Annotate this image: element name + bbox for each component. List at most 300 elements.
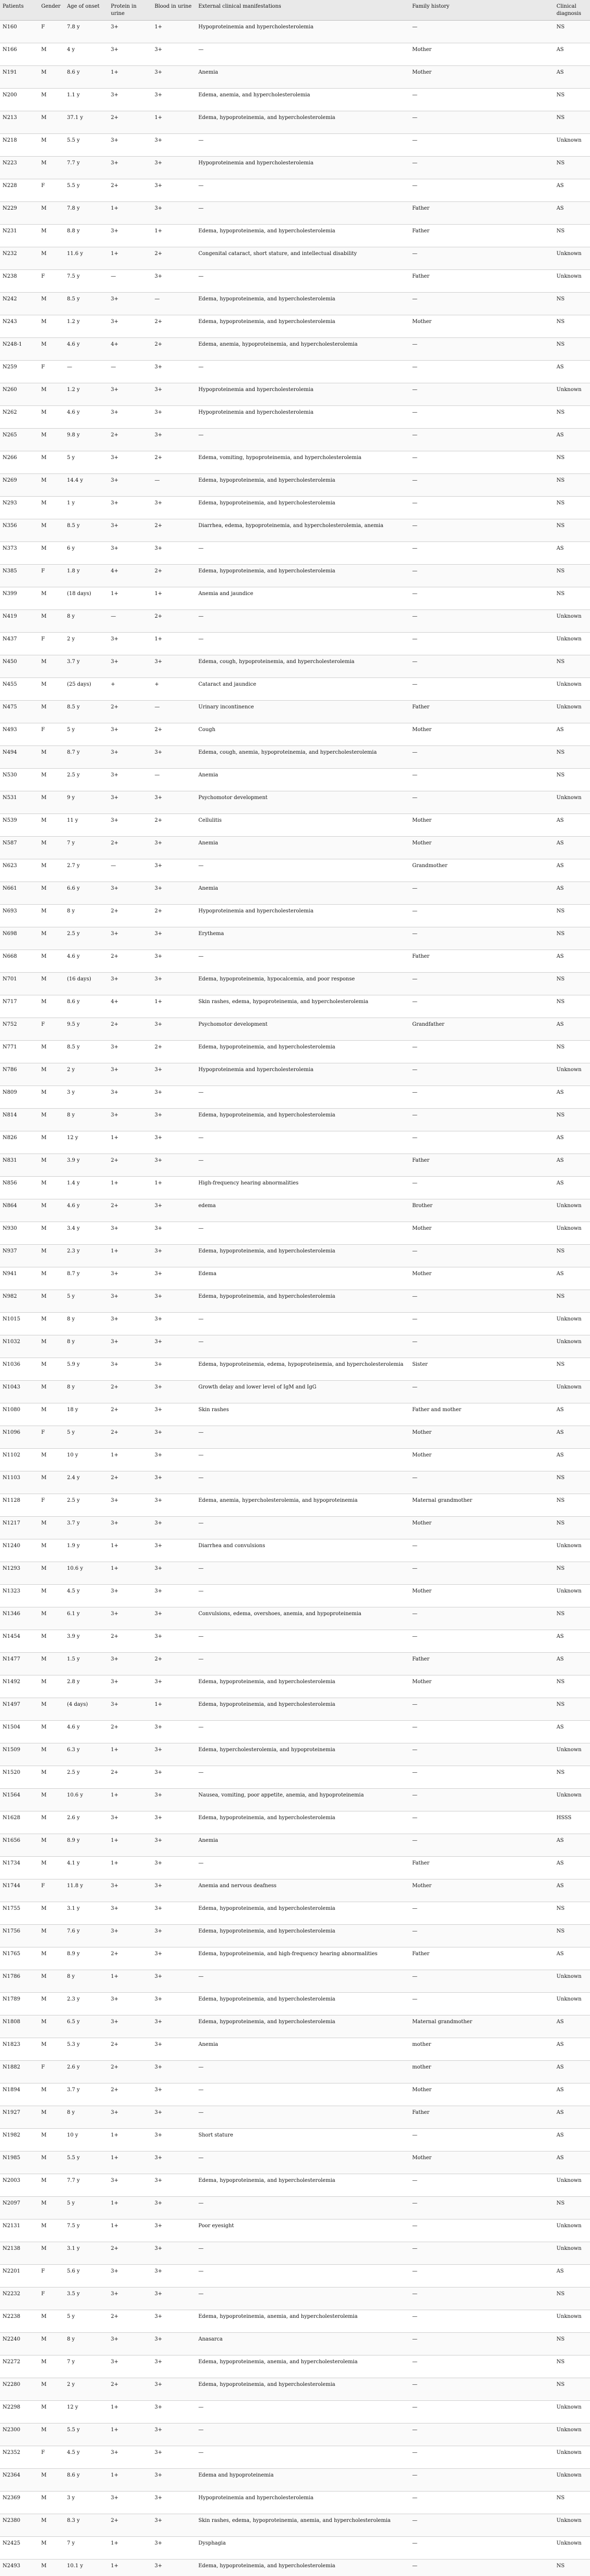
manifestations-cell: — [196, 429, 410, 451]
family-history-cell: Mother [410, 723, 554, 746]
manifestations-cell: Edema, hypoproteinemia, and hypercholesterolemia [196, 2378, 410, 2401]
manifestations-cell: Edema, hypoproteinemia, and hypercholesterolemia [196, 2174, 410, 2197]
family-history-cell: — [410, 2242, 554, 2265]
protein-in-urine-cell: 2+ [108, 1381, 152, 1403]
diagnosis-cell: AS [554, 2038, 590, 2061]
table-row [0, 1517, 590, 1539]
diagnosis-cell: NS [554, 406, 590, 429]
diagnosis-cell: Unknown [554, 2424, 590, 2446]
patient-cell: N242 [0, 293, 39, 315]
manifestations-cell: Edema, hypoproteinemia, and hypercholesterolemia [196, 1109, 410, 1131]
age-of-onset-cell: 4.6 y [64, 950, 108, 973]
age-of-onset-cell: 8 y [64, 1381, 108, 1403]
table-row [0, 1857, 590, 1879]
table-row [0, 791, 590, 814]
patient-cell: N1520 [0, 1766, 39, 1789]
gender-cell: M [39, 542, 64, 565]
gender-cell: M [39, 1902, 64, 1925]
age-of-onset-cell: 5 y [64, 451, 108, 474]
blood-in-urine-cell: 3+ [152, 655, 196, 678]
blood-in-urine-cell: 3+ [152, 89, 196, 111]
patient-cell: N166 [0, 43, 39, 66]
diagnosis-cell: NS [554, 1041, 590, 1063]
age-of-onset-cell: 1 y [64, 497, 108, 519]
manifestations-cell: — [196, 1857, 410, 1879]
protein-in-urine-cell: 4+ [108, 995, 152, 1018]
protein-in-urine-cell: 3+ [108, 1698, 152, 1721]
blood-in-urine-cell: 3+ [152, 497, 196, 519]
patient-cell: N1346 [0, 1607, 39, 1630]
diagnosis-cell: AS [554, 2265, 590, 2287]
diagnosis-cell: AS [554, 1131, 590, 1154]
gender-cell: M [39, 2219, 64, 2242]
blood-in-urine-cell: 3+ [152, 1290, 196, 1313]
manifestations-cell: Diarrhea, edema, hypoproteinemia, and hypercholesterolemia, anemia [196, 519, 410, 542]
diagnosis-cell: NS [554, 2560, 590, 2576]
age-of-onset-cell: 8.9 y [64, 1947, 108, 1970]
table-row [0, 1177, 590, 1199]
table-row [0, 1789, 590, 1811]
diagnosis-cell: NS [554, 1675, 590, 1698]
patient-cell: N1240 [0, 1539, 39, 1562]
gender-cell: F [39, 723, 64, 746]
manifestations-cell: Hypoproteinemia and hypercholesterolemia [196, 406, 410, 429]
protein-in-urine-cell: 1+ [108, 2129, 152, 2151]
protein-in-urine-cell: 2+ [108, 1630, 152, 1653]
patient-cell: N693 [0, 905, 39, 927]
manifestations-cell: Edema, hypoproteinemia, edema, hypoproteinemia, and hypercholesterolemia [196, 1358, 410, 1381]
family-history-cell: — [410, 21, 554, 43]
family-history-cell: — [410, 1109, 554, 1131]
table-row [0, 1313, 590, 1335]
protein-in-urine-cell: 3+ [108, 723, 152, 746]
gender-cell: M [39, 1222, 64, 1245]
family-history-cell: — [410, 2310, 554, 2333]
family-history-cell: Mother [410, 66, 554, 89]
manifestations-cell: Edema, hypoproteinemia, and hypercholesterolemia [196, 1675, 410, 1698]
diagnosis-cell: NS [554, 1925, 590, 1947]
patient-cell: N1985 [0, 2151, 39, 2174]
gender-cell: M [39, 2038, 64, 2061]
diagnosis-cell: Unknown [554, 1335, 590, 1358]
diagnosis-cell: AS [554, 361, 590, 383]
family-history-cell: — [410, 338, 554, 361]
diagnosis-cell: AS [554, 837, 590, 859]
protein-in-urine-cell: 3+ [108, 542, 152, 565]
blood-in-urine-cell: 3+ [152, 1947, 196, 1970]
gender-cell: M [39, 293, 64, 315]
protein-in-urine-cell: 3+ [108, 315, 152, 338]
diagnosis-cell: NS [554, 338, 590, 361]
patient-cell: N930 [0, 1222, 39, 1245]
protein-in-urine-cell: 3+ [108, 1653, 152, 1675]
age-of-onset-cell: 7.7 y [64, 157, 108, 179]
blood-in-urine-cell: 3+ [152, 1222, 196, 1245]
protein-in-urine-cell: 3+ [108, 2174, 152, 2197]
manifestations-cell: Hypoproteinemia and hypercholesterolemia [196, 1063, 410, 1086]
diagnosis-cell: Unknown [554, 1199, 590, 1222]
patient-cell: N293 [0, 497, 39, 519]
protein-in-urine-cell: 1+ [108, 1131, 152, 1154]
blood-in-urine-cell: 1+ [152, 1177, 196, 1199]
manifestations-cell: edema [196, 1199, 410, 1222]
family-history-cell: — [410, 157, 554, 179]
family-history-cell: — [410, 1925, 554, 1947]
manifestations-cell: — [196, 633, 410, 655]
gender-cell: M [39, 1811, 64, 1834]
blood-in-urine-cell: 2+ [152, 315, 196, 338]
age-of-onset-cell: 8 y [64, 1970, 108, 1993]
protein-in-urine-cell: 1+ [108, 2537, 152, 2560]
diagnosis-cell: Unknown [554, 1063, 590, 1086]
diagnosis-cell: AS [554, 2015, 590, 2038]
patient-cell: N1102 [0, 1449, 39, 1471]
manifestations-cell: Anemia [196, 882, 410, 905]
age-of-onset-cell: 1.1 y [64, 89, 108, 111]
family-history-cell: — [410, 1313, 554, 1335]
gender-cell: M [39, 2560, 64, 2576]
protein-in-urine-cell: + [108, 678, 152, 701]
manifestations-cell: — [196, 2197, 410, 2219]
blood-in-urine-cell: 3+ [152, 1471, 196, 1494]
gender-cell: M [39, 2129, 64, 2151]
table-row [0, 1653, 590, 1675]
blood-in-urine-cell: 2+ [152, 723, 196, 746]
patient-cell: N493 [0, 723, 39, 746]
blood-in-urine-cell: 3+ [152, 1063, 196, 1086]
patient-cell: N269 [0, 474, 39, 497]
family-history-cell: — [410, 2333, 554, 2355]
diagnosis-cell: NS [554, 587, 590, 610]
blood-in-urine-cell: 3+ [152, 882, 196, 905]
table-row [0, 2378, 590, 2401]
table-row [0, 587, 590, 610]
blood-in-urine-cell: 3+ [152, 2174, 196, 2197]
patient-cell: N229 [0, 202, 39, 225]
patient-cell: N2238 [0, 2310, 39, 2333]
family-history-cell: — [410, 1539, 554, 1562]
patient-cell: N1043 [0, 1381, 39, 1403]
blood-in-urine-cell: — [152, 293, 196, 315]
age-of-onset-cell: 4.5 y [64, 1585, 108, 1607]
blood-in-urine-cell: 3+ [152, 134, 196, 157]
table-row [0, 1449, 590, 1471]
protein-in-urine-cell: 2+ [108, 111, 152, 134]
protein-in-urine-cell: 3+ [108, 633, 152, 655]
age-of-onset-cell: 8 y [64, 1313, 108, 1335]
patient-cell: N587 [0, 837, 39, 859]
manifestations-cell: Poor eyesight [196, 2219, 410, 2242]
table-row [0, 2401, 590, 2424]
protein-in-urine-cell: 2+ [108, 1766, 152, 1789]
family-history-cell: — [410, 927, 554, 950]
family-history-cell: — [410, 610, 554, 633]
family-history-cell: mother [410, 2061, 554, 2083]
age-of-onset-cell: 7 y [64, 837, 108, 859]
family-history-cell: — [410, 2219, 554, 2242]
gender-cell: F [39, 1494, 64, 1517]
blood-in-urine-cell: 3+ [152, 859, 196, 882]
blood-in-urine-cell: 3+ [152, 1086, 196, 1109]
age-of-onset-cell: 3.5 y [64, 2287, 108, 2310]
patient-cell: N248-1 [0, 338, 39, 361]
age-of-onset-cell: 14.4 y [64, 474, 108, 497]
diagnosis-cell: AS [554, 1947, 590, 1970]
protein-in-urine-cell: 1+ [108, 1970, 152, 1993]
gender-cell: F [39, 21, 64, 43]
diagnosis-cell: NS [554, 746, 590, 769]
protein-in-urine-cell: 3+ [108, 1290, 152, 1313]
patient-cell: N1628 [0, 1811, 39, 1834]
protein-in-urine-cell: 2+ [108, 1018, 152, 1041]
manifestations-cell: Anemia [196, 2038, 410, 2061]
blood-in-urine-cell: 3+ [152, 1789, 196, 1811]
table-row [0, 995, 590, 1018]
protein-in-urine-cell: 3+ [108, 2265, 152, 2287]
table-row [0, 2083, 590, 2106]
gender-cell: M [39, 2310, 64, 2333]
gender-cell: M [39, 1857, 64, 1879]
gender-cell: M [39, 1970, 64, 1993]
patient-cell: N1564 [0, 1789, 39, 1811]
patient-cell: N1015 [0, 1313, 39, 1335]
table-row [0, 1154, 590, 1177]
manifestations-cell: Skin rashes [196, 1403, 410, 1426]
manifestations-cell: Hypoproteinemia and hypercholesterolemia [196, 905, 410, 927]
gender-cell: M [39, 1267, 64, 1290]
patient-cell: N752 [0, 1018, 39, 1041]
manifestations-cell: Anemia [196, 837, 410, 859]
manifestations-cell: Growth delay and lower level of IgM and IgG [196, 1381, 410, 1403]
table-row [0, 2446, 590, 2469]
patient-cell: N232 [0, 247, 39, 270]
manifestations-cell: Cellulitis [196, 814, 410, 837]
patient-cell: N260 [0, 383, 39, 406]
table-row [0, 1970, 590, 1993]
manifestations-cell: Hypoproteinemia and hypercholesterolemia [196, 383, 410, 406]
patient-cell: N2364 [0, 2469, 39, 2492]
table-row [0, 905, 590, 927]
family-history-cell: — [410, 89, 554, 111]
blood-in-urine-cell: 3+ [152, 1721, 196, 1743]
blood-in-urine-cell: 1+ [152, 1698, 196, 1721]
age-of-onset-cell: 6 y [64, 542, 108, 565]
family-history-cell: — [410, 179, 554, 202]
blood-in-urine-cell: 3+ [152, 1018, 196, 1041]
gender-cell: M [39, 1993, 64, 2015]
blood-in-urine-cell: 3+ [152, 1426, 196, 1449]
blood-in-urine-cell: 3+ [152, 2061, 196, 2083]
blood-in-urine-cell: 2+ [152, 338, 196, 361]
age-of-onset-cell: 2.5 y [64, 927, 108, 950]
age-of-onset-cell: 4.5 y [64, 2446, 108, 2469]
age-of-onset-cell: 2.7 y [64, 859, 108, 882]
gender-cell: M [39, 43, 64, 66]
blood-in-urine-cell: 3+ [152, 1834, 196, 1857]
manifestations-cell: Cough [196, 723, 410, 746]
protein-in-urine-cell: 2+ [108, 1947, 152, 1970]
diagnosis-cell: AS [554, 66, 590, 89]
age-of-onset-cell: 2 y [64, 633, 108, 655]
patient-cell: N2369 [0, 2492, 39, 2514]
column-header-age-of-onset: Age of onset [64, 0, 108, 21]
age-of-onset-cell: 2 y [64, 2378, 108, 2401]
blood-in-urine-cell: 1+ [152, 225, 196, 247]
diagnosis-cell: Unknown [554, 678, 590, 701]
family-history-cell: — [410, 1245, 554, 1267]
family-history-cell: — [410, 882, 554, 905]
patient-cell: N2232 [0, 2287, 39, 2310]
manifestations-cell: — [196, 134, 410, 157]
blood-in-urine-cell: 3+ [152, 1449, 196, 1471]
family-history-cell: — [410, 973, 554, 995]
gender-cell: M [39, 1562, 64, 1585]
manifestations-cell: — [196, 1335, 410, 1358]
family-history-cell: Mother [410, 1585, 554, 1607]
family-history-cell: — [410, 1811, 554, 1834]
diagnosis-cell: AS [554, 2129, 590, 2151]
protein-in-urine-cell: 1+ [108, 2424, 152, 2446]
blood-in-urine-cell: + [152, 678, 196, 701]
blood-in-urine-cell: 3+ [152, 1335, 196, 1358]
family-history-cell: — [410, 1834, 554, 1857]
blood-in-urine-cell: 3+ [152, 2219, 196, 2242]
gender-cell: M [39, 1947, 64, 1970]
table-row [0, 2061, 590, 2083]
family-history-cell: — [410, 1177, 554, 1199]
diagnosis-cell: NS [554, 1358, 590, 1381]
manifestations-cell: — [196, 1517, 410, 1539]
family-history-cell: — [410, 2287, 554, 2310]
protein-in-urine-cell: 1+ [108, 1857, 152, 1879]
blood-in-urine-cell: 2+ [152, 247, 196, 270]
manifestations-cell: Dysphagia [196, 2537, 410, 2560]
gender-cell: M [39, 2242, 64, 2265]
manifestations-cell: Anasarca [196, 2333, 410, 2355]
protein-in-urine-cell: 3+ [108, 1494, 152, 1517]
age-of-onset-cell: 8.6 y [64, 2469, 108, 2492]
protein-in-urine-cell: 3+ [108, 2492, 152, 2514]
blood-in-urine-cell: 3+ [152, 1902, 196, 1925]
age-of-onset-cell: 8.5 y [64, 1041, 108, 1063]
manifestations-cell: Edema and hypoproteinemia [196, 2469, 410, 2492]
protein-in-urine-cell: 1+ [108, 587, 152, 610]
manifestations-cell: Edema, hypoproteinemia, and hypercholesterolemia [196, 225, 410, 247]
gender-cell: M [39, 701, 64, 723]
table-row [0, 451, 590, 474]
manifestations-cell: Edema, hypoproteinemia, and hypercholesterolemia [196, 1290, 410, 1313]
blood-in-urine-cell: 3+ [152, 179, 196, 202]
gender-cell: M [39, 1834, 64, 1857]
family-history-cell: Father [410, 202, 554, 225]
gender-cell: M [39, 134, 64, 157]
gender-cell: M [39, 2083, 64, 2106]
family-history-cell: — [410, 587, 554, 610]
age-of-onset-cell: 3 y [64, 1086, 108, 1109]
age-of-onset-cell: 8.7 y [64, 1267, 108, 1290]
patient-cell: N1103 [0, 1471, 39, 1494]
manifestations-cell: Anemia [196, 769, 410, 791]
family-history-cell: — [410, 247, 554, 270]
blood-in-urine-cell: 3+ [152, 2560, 196, 2576]
age-of-onset-cell: 5 y [64, 723, 108, 746]
blood-in-urine-cell: 3+ [152, 1494, 196, 1517]
manifestations-cell: — [196, 2287, 410, 2310]
patient-cell: N2493 [0, 2560, 39, 2576]
diagnosis-cell: Unknown [554, 610, 590, 633]
age-of-onset-cell: 1.2 y [64, 315, 108, 338]
age-of-onset-cell: 1.4 y [64, 1177, 108, 1199]
age-of-onset-cell: 11.8 y [64, 1879, 108, 1902]
family-history-cell: — [410, 1970, 554, 1993]
manifestations-cell: Edema, hypoproteinemia, and hypercholesterolemia [196, 2015, 410, 2038]
blood-in-urine-cell: 3+ [152, 2310, 196, 2333]
protein-in-urine-cell: 3+ [108, 1879, 152, 1902]
diagnosis-cell: NS [554, 2492, 590, 2514]
diagnosis-cell: Unknown [554, 791, 590, 814]
blood-in-urine-cell: 3+ [152, 837, 196, 859]
blood-in-urine-cell: 1+ [152, 21, 196, 43]
diagnosis-cell: Unknown [554, 1970, 590, 1993]
family-history-cell: — [410, 2446, 554, 2469]
blood-in-urine-cell: 3+ [152, 1131, 196, 1154]
diagnosis-cell: NS [554, 973, 590, 995]
family-history-cell: — [410, 1290, 554, 1313]
age-of-onset-cell: 1.8 y [64, 565, 108, 587]
protein-in-urine-cell: 3+ [108, 1902, 152, 1925]
family-history-cell: — [410, 2424, 554, 2446]
protein-in-urine-cell: 1+ [108, 66, 152, 89]
age-of-onset-cell: 2.5 y [64, 769, 108, 791]
gender-cell: M [39, 2469, 64, 2492]
age-of-onset-cell: 8.6 y [64, 995, 108, 1018]
diagnosis-cell: NS [554, 157, 590, 179]
blood-in-urine-cell: 3+ [152, 1630, 196, 1653]
gender-cell: M [39, 89, 64, 111]
gender-cell: M [39, 1086, 64, 1109]
table-row [0, 2265, 590, 2287]
diagnosis-cell: AS [554, 1403, 590, 1426]
manifestations-cell: Skin rashes, edema, hypoproteinemia, anemia, and hypercholesterolemia [196, 2514, 410, 2537]
protein-in-urine-cell: 3+ [108, 2015, 152, 2038]
age-of-onset-cell: 6.1 y [64, 1607, 108, 1630]
table-row [0, 1131, 590, 1154]
manifestations-cell: Anemia and nervous deafness [196, 1879, 410, 1902]
blood-in-urine-cell: 3+ [152, 950, 196, 973]
gender-cell: F [39, 270, 64, 293]
gender-cell: M [39, 451, 64, 474]
protein-in-urine-cell: 2+ [108, 2378, 152, 2401]
blood-in-urine-cell: 3+ [152, 2151, 196, 2174]
age-of-onset-cell: 8.5 y [64, 293, 108, 315]
patient-cell: N243 [0, 315, 39, 338]
blood-in-urine-cell: 3+ [152, 1766, 196, 1789]
patient-cell: N1477 [0, 1653, 39, 1675]
manifestations-cell: Edema, hypercholesterolemia, and hypoproteinemia [196, 1743, 410, 1766]
protein-in-urine-cell: 3+ [108, 21, 152, 43]
patient-cell: N2272 [0, 2355, 39, 2378]
blood-in-urine-cell: 3+ [152, 1403, 196, 1426]
age-of-onset-cell: 3.1 y [64, 2242, 108, 2265]
diagnosis-cell: AS [554, 1653, 590, 1675]
table-row [0, 134, 590, 157]
blood-in-urine-cell: 3+ [152, 1743, 196, 1766]
patient-cell: N238 [0, 270, 39, 293]
manifestations-cell: — [196, 2265, 410, 2287]
manifestations-cell: Congenital cataract, short stature, and intellectual disability [196, 247, 410, 270]
gender-cell: M [39, 1290, 64, 1313]
table-row [0, 2174, 590, 2197]
